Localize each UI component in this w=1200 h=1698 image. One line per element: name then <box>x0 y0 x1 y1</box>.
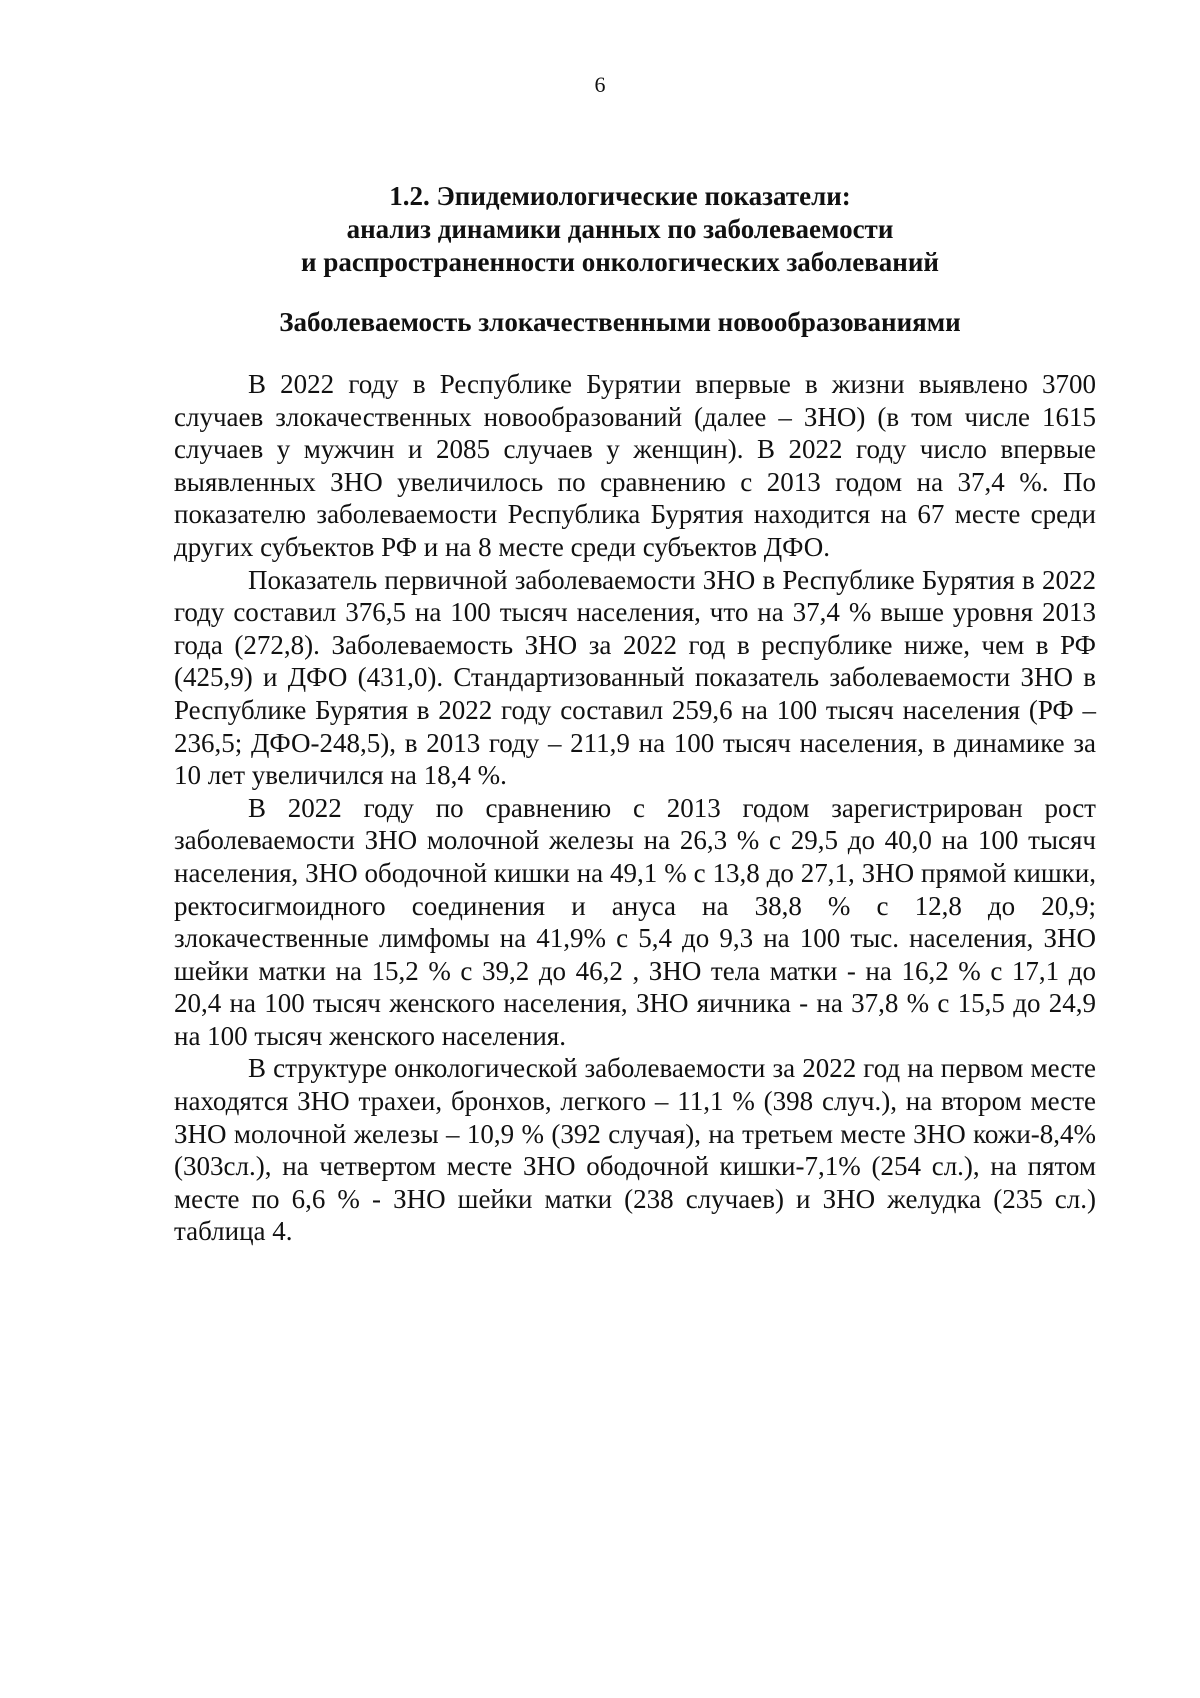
paragraph: Показатель первичной заболеваемости ЗНО в Республике Бурятия в 2022 году составил 376,5 на 100 тысяч населения, что на 37,4 % выше уровня 2013 года (272,8). Заболеваемость ЗНО за 2022 год в республике ниже, чем в РФ (425,9) и ДФО (431,0). Стандартизованный показатель заболеваемости ЗНО в Республике Бурятия в 2022 году составил 259,6 на 100 тысяч населения (РФ – 236,5; ДФО-248,5), в 2013 году – 211,9 на 100 тысяч населения, в динамике за 10 лет увеличился на 18,4 %. <box>174 564 1096 791</box>
paragraph: В 2022 году в Республике Бурятии впервые в жизни выявлено 3700 случаев злокачественных новообразований (далее – ЗНО) (в том числе 1615 случаев у мужчин и 2085 случаев у женщин). В 2022 году число впервые выявленных ЗНО увеличилось по сравнению с 2013 годом на 37,4 %. По показателю заболеваемости Республика Бурятия находится на 67 месте среди других субъектов РФ и на 8 месте среди субъектов ДФО. <box>174 369 1096 562</box>
section-heading-line: и распространенности онкологических заболеваний <box>301 247 939 277</box>
section-heading-line: анализ динамики данных по заболеваемости <box>346 214 894 244</box>
subsection-heading: Заболеваемость злокачественными новообразованиями <box>279 307 961 337</box>
paragraph: В 2022 году по сравнению с 2013 годом зарегистрирован рост заболеваемости ЗНО молочной железы на 26,3 % с 29,5 до 40,0 на 100 тысяч населения, ЗНО ободочной кишки на 49,1 % с 13,8 до 27,1, ЗНО прямой кишки, ректосигмоидного соединения и ануса на 38,8 % с 12,8 до 20,9; злокачественные лимфомы на 41,9% с 5,4 до 9,3 на 100 тыс. населения, ЗНО шейки матки на 15,2 % с 39,2 до 46,2 , ЗНО тела матки - на 16,2 % с 17,1 до 20,4 на 100 тысяч женского населения, ЗНО яичника - на 37,8 % с 15,5 до 24,9 на 100 тысяч женского населения. <box>174 792 1096 1051</box>
page-number: 6 <box>594 72 606 97</box>
section-heading <box>160 180 1080 279</box>
body-text <box>174 368 1096 1248</box>
paragraph: В структуре онкологической заболеваемости за 2022 год на первом месте находятся ЗНО трахеи, бронхов, легкого – 11,1 % (398 случ.), на втором месте ЗНО молочной железы – 10,9 % (392 случая), на третьем месте ЗНО кожи-8,4% (303сл.), на четвертом месте ЗНО ободочной кишки-7,1% (254 сл.), на пятом месте по 6,6 % - ЗНО шейки матки (238 случаев) и ЗНО желудка (235 сл.) таблица 4. <box>174 1053 1096 1247</box>
section-heading-line: 1.2. Эпидемиологические показатели: <box>389 181 851 211</box>
